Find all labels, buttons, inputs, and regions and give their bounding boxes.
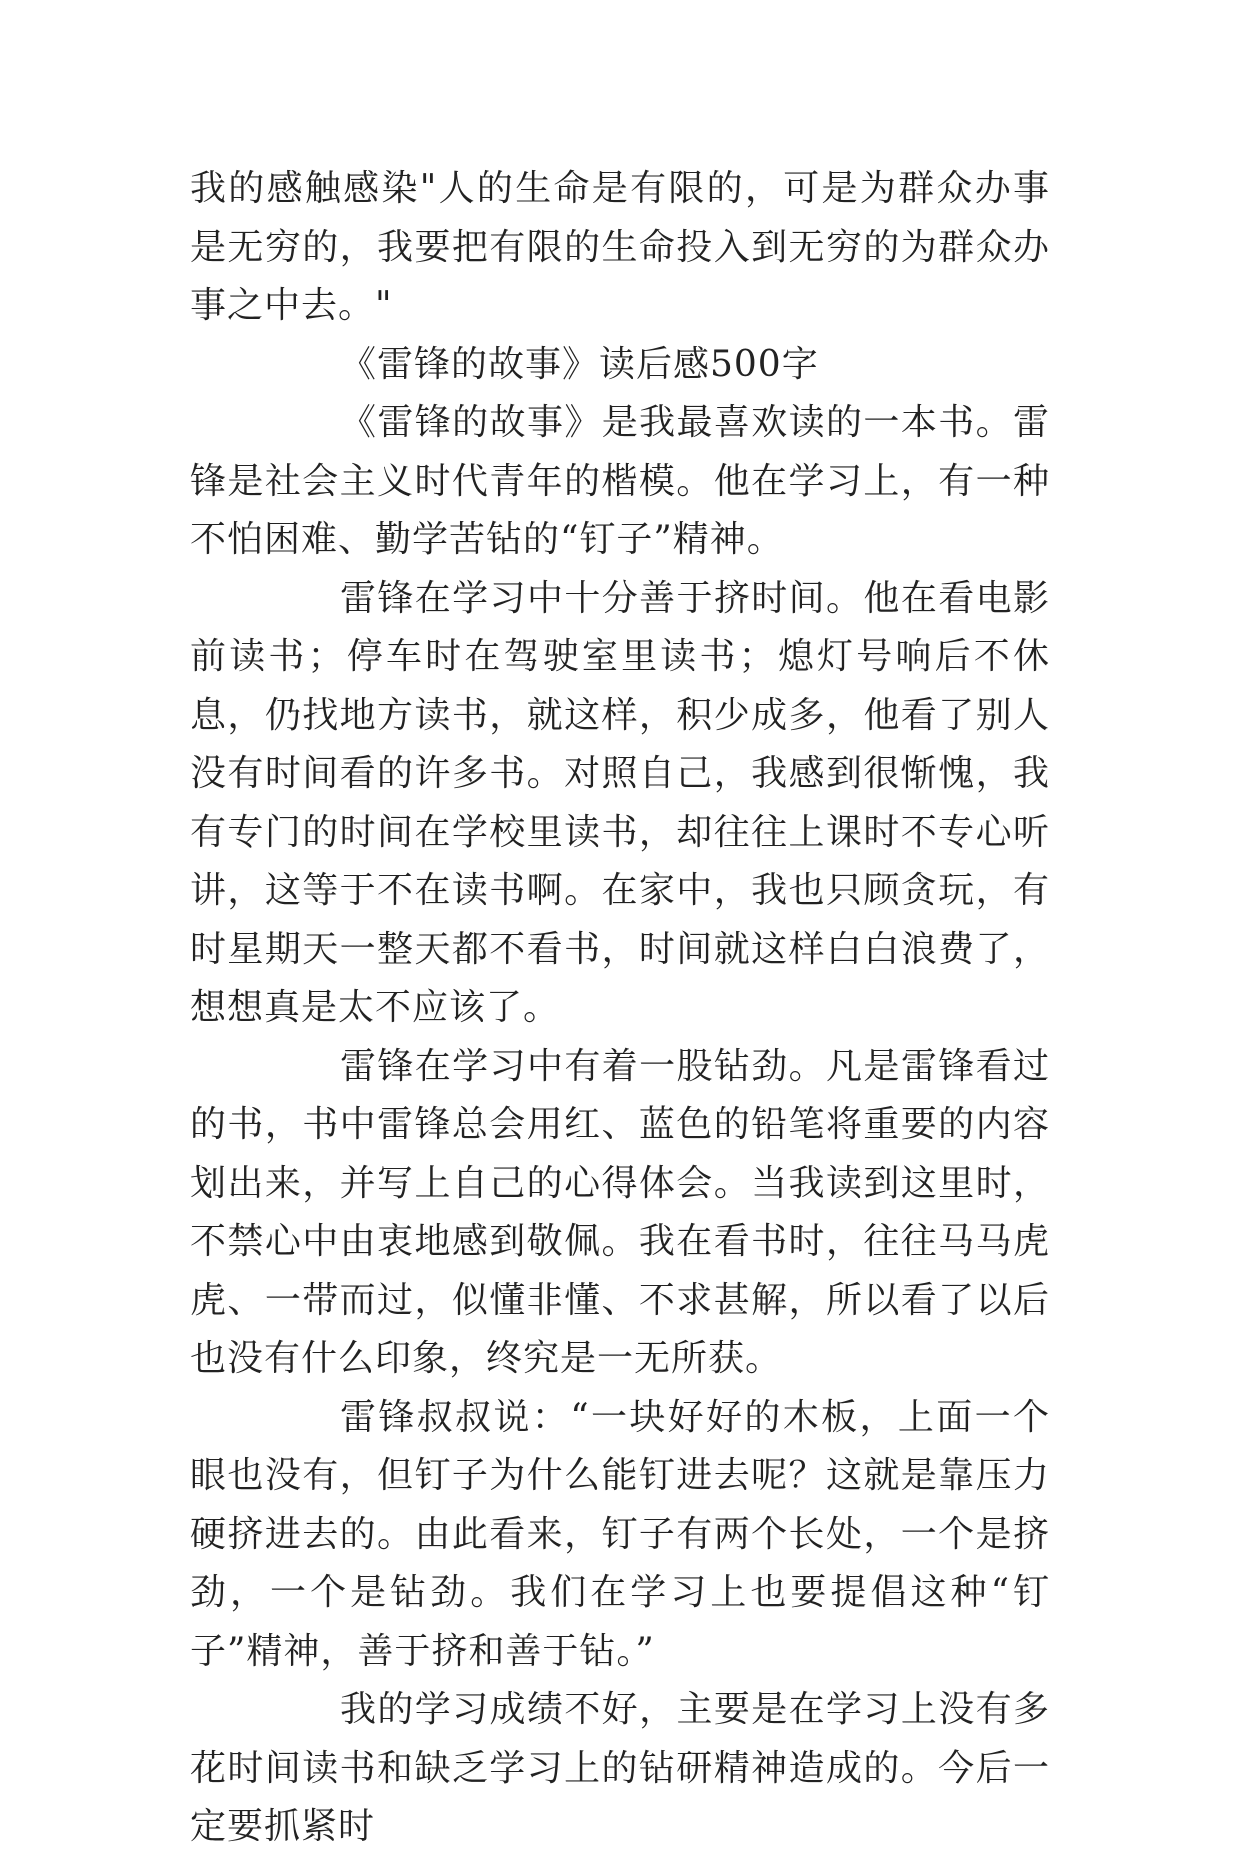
paragraph-1: 《雷锋的故事》是我最喜欢读的一本书。雷锋是社会主义时代青年的楷模。他在学习上，有一种不怕困难、勤学苦钻的“钉子”精神。 [190,402,1050,560]
paragraph-4: 雷锋叔叔说：“一块好好的木板，上面一个眼也没有，但钉子为什么能钉进去呢？这就是靠压力硬挤进去的。由此看来，钉子有两个长处，一个是挤劲，一个是钻劲。我们在学习上也要提倡这种“钉子”精神，善于挤和善于钻。” [190,1396,1050,1672]
paragraph-intro: 我的感触感染"人的生命是有限的，可是为群众办事是无穷的，我要把有限的生命投入到无穷的为群众办事之中去。" [190,168,1050,326]
paragraph-3: 雷锋在学习中有着一股钻劲。凡是雷锋看过的书，书中雷锋总会用红、蓝色的铅笔将重要的内容划出来，并写上自己的心得体会。当我读到这里时，不禁心中由衷地感到敬佩。我在看书时，往往马马虎虎、一带而过，似懂非懂、不求甚解，所以看了以后也没有什么印象，终究是一无所获。 [190,1045,1050,1379]
paragraph-5: 我的学习成绩不好，主要是在学习上没有多花时间读书和缺乏学习上的钻研精神造成的。今后一定要抓紧时 [190,1689,1050,1847]
document-body [190,160,1050,1857]
essay-title: 《雷锋的故事》读后感500字 [340,343,819,385]
paragraph-2: 雷锋在学习中十分善于挤时间。他在看电影前读书；停车时在驾驶室里读书；熄灯号响后不休息，仍找地方读书，就这样，积少成多，他看了别人没有时间看的许多书。对照自己，我感到很惭愧，我有专门的时间在学校里读书，却往往上课时不专心听讲，这等于不在读书啊。在家中，我也只顾贪玩，有时星期天一整天都不看书，时间就这样白白浪费了，想想真是太不应该了。 [190,577,1050,1028]
